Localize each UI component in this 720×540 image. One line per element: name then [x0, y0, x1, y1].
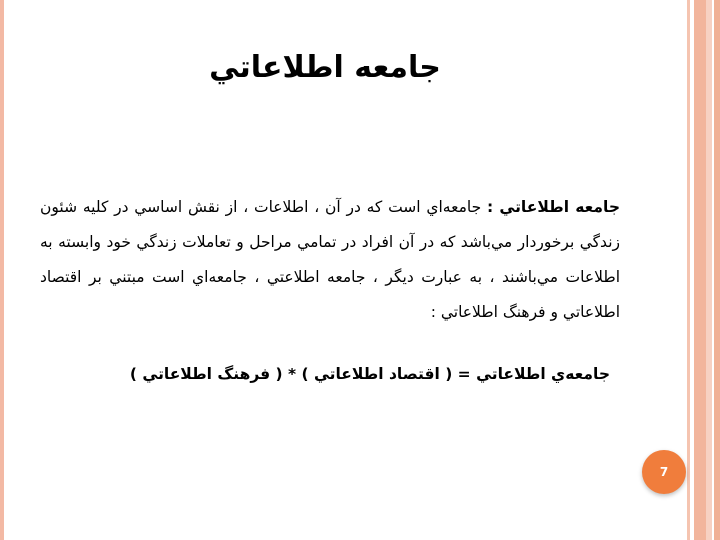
slide-title: جامعه اطلاعاتي	[209, 50, 441, 85]
formula-line: جامعه‌ي اطلاعاتي = ( اقتصاد اطلاعاتي ) * ( فرهنگ اطلاعاتي )	[129, 365, 610, 383]
right-stripe-decoration	[686, 0, 720, 540]
definition-text: جامعه‌اي است كه در آن ، اطلاعات ، از نقش اساسي در كليه شئون زندگي برخوردار مي‌باشد كه در آن افراد در تمامي مراحل و تعاملات زندگي خود وابسته به اطلاعات مي‌باشند ، به عبارت ديگر ، جامعه اطلاعتي ، جامعه‌اي است مبتني بر اقتصاد اطلاعاتي و فرهنگ اطلاعاتي :	[40, 198, 620, 321]
definition-term: جامعه اطلاعاتي :	[486, 198, 620, 216]
definition-paragraph	[40, 190, 620, 330]
page-number-badge: 7	[642, 450, 686, 494]
